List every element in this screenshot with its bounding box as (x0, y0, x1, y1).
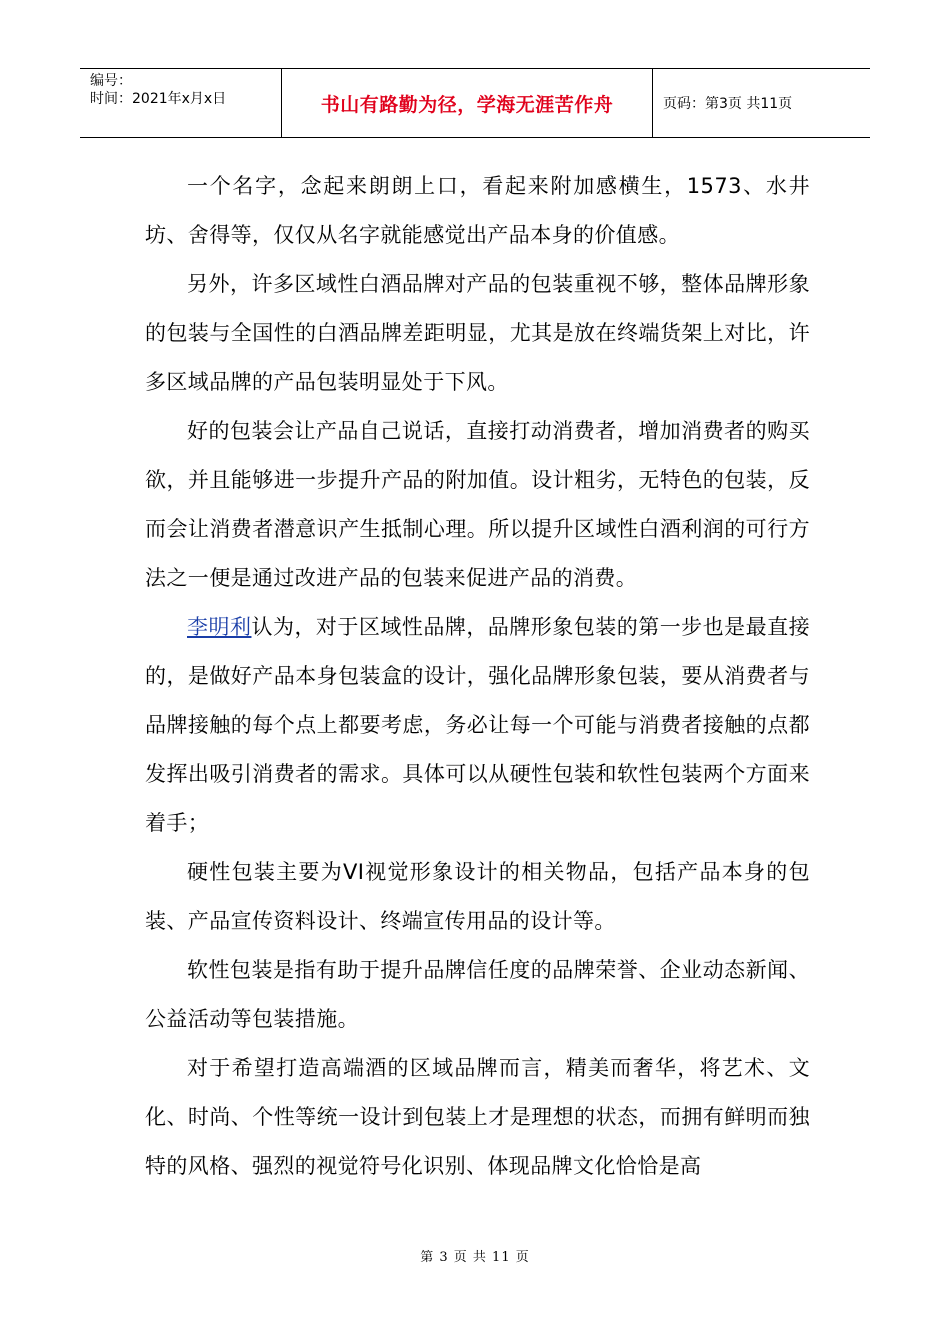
paragraph-text: 认为，对于区域性品牌，品牌形象包装的第一步也是最直接的，是做好产品本身包装盒的设计，强化品牌形象包装，要从消费者与品牌接触的每个点上都要考虑，务必让每一个可能与消费者接触的点都发挥出吸引消费者的需求。具体可以从硬性包装和软性包装两个方面来着手； (145, 615, 811, 835)
paragraph: 一个名字，念起来朗朗上口，看起来附加感横生，1573、水井坊、舍得等，仅仅从名字就能感觉出产品本身的价值感。 (145, 174, 810, 247)
paragraph: 好的包装会让产品自己说话，直接打动消费者，增加消费者的购买欲，并且能够进一步提升产品的附加值。设计粗劣，无特色的包装，反而会让消费者潜意识产生抵制心理。所以提升区域性白酒利润的可行方法之一便是通过改进产品的包装来促进产品的消费。 (145, 419, 810, 590)
document-body (145, 162, 810, 1191)
paragraph: 对于希望打造高端酒的区域品牌而言，精美而奢华，将艺术、文化、时尚、个性等统一设计到包装上才是理想的状态，而拥有鲜明而独特的风格、强烈的视觉符号化识别、体现品牌文化恰恰是高 (145, 1056, 810, 1178)
header-motto: 书山有路勤为径，学海无涯苦作舟 (282, 69, 653, 137)
document-time-label: 时间：2021年x月x日 (90, 91, 227, 107)
header-page-code: 页码：第3页 共11页 (663, 96, 793, 112)
page-footer: 第 3 页 共 11 页 (420, 1250, 530, 1265)
page-header (80, 68, 870, 138)
paragraph: 另外，许多区域性白酒品牌对产品的包装重视不够，整体品牌形象的包装与全国性的白酒品牌差距明显，尤其是放在终端货架上对比，许多区域品牌的产品包装明显处于下风。 (145, 272, 810, 394)
paragraph: 软性包装是指有助于提升品牌信任度的品牌荣誉、企业动态新闻、公益活动等包装措施。 (145, 958, 810, 1031)
document-number-label: 编号： (90, 73, 132, 89)
paragraph: 硬性包装主要为VI视觉形象设计的相关物品，包括产品本身的包装、产品宣传资料设计、终端宣传用品的设计等。 (145, 860, 810, 933)
paragraph (145, 603, 810, 848)
header-meta (80, 69, 282, 137)
author-link[interactable]: 李明利 (187, 615, 252, 639)
